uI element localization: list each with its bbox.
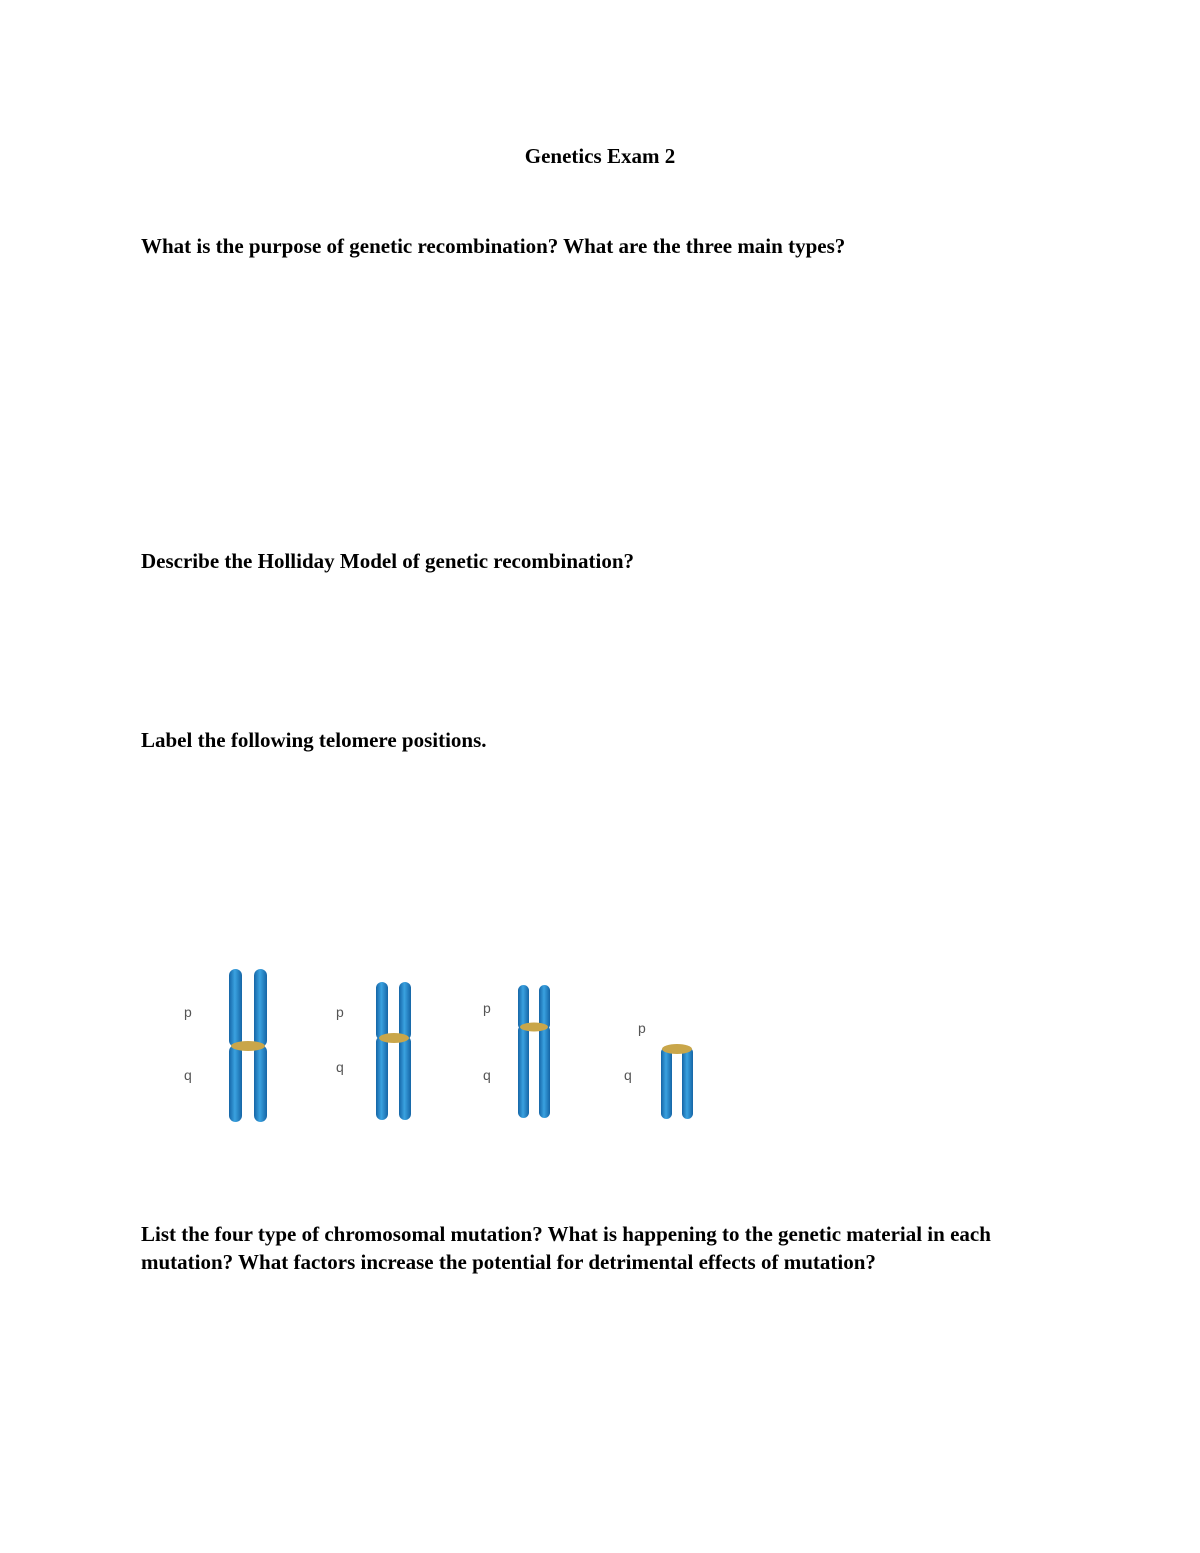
chromosome-telocentric [624,1020,693,1119]
q-arm-label: q [624,1067,632,1083]
chromosome-figure [170,955,730,1130]
chromatid [518,1025,529,1118]
chromatid [399,982,411,1040]
p-arm-label: p [483,1000,491,1016]
centromere [662,1044,692,1054]
question-holliday-model: Describe the Holliday Model of genetic recombination? [141,549,635,573]
p-arm-label: p [184,1004,192,1020]
chromatid [539,1025,550,1118]
chromosome-submetacentric [336,982,411,1120]
q-arm-label: q [336,1059,344,1075]
chromosome-acrocentric [483,985,550,1118]
chromosome-illustration [170,955,730,1130]
question-chromosomal-mutation: List the four type of chromosomal mutation? What is happening to the genetic material in each mutation? What factors increase the potential for detrimental effects of mutation? [141,1222,991,1274]
centromere [231,1041,265,1051]
chromatid [229,1045,242,1122]
chromatid [376,982,388,1040]
q-arm-label: q [184,1067,192,1083]
chromatid [229,969,242,1047]
chromatid [682,1047,693,1119]
chromatid [399,1036,411,1120]
chromatid [376,1036,388,1120]
p-arm-label: p [638,1020,646,1036]
question-telomere-positions: Label the following telomere positions. [141,728,487,752]
centromere [520,1023,548,1032]
chromosome-metacentric [184,969,267,1122]
chromatid [254,1045,267,1122]
page-title: Genetics Exam 2 [524,144,676,168]
chromatid [661,1047,672,1119]
chromatid [254,969,267,1047]
q-arm-label: q [483,1067,491,1083]
question-recombination-purpose: What is the purpose of genetic recombination? What are the three main types? [141,234,846,258]
centromere [379,1033,409,1043]
p-arm-label: p [336,1004,344,1020]
